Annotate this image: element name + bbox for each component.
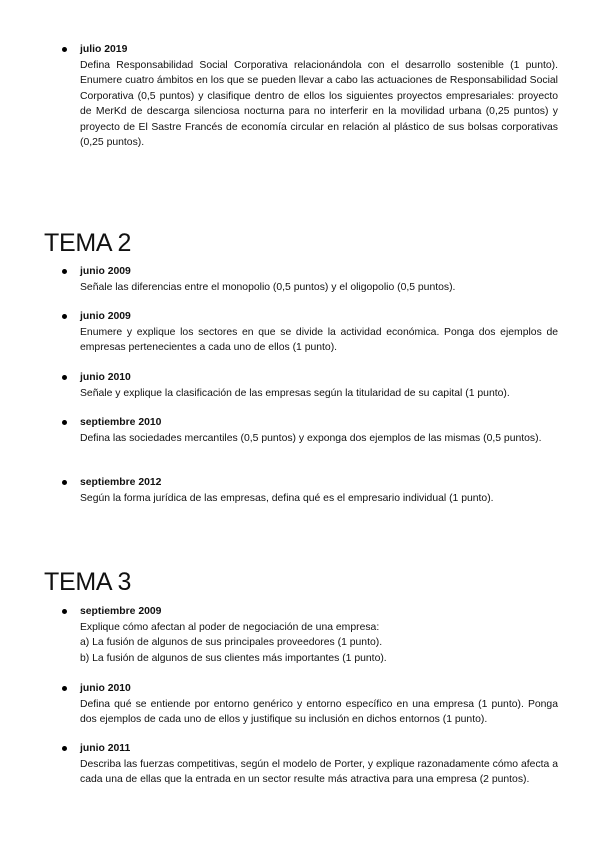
question-text: Según la forma jurídica de las empresas, defina qué es el empresario individual (1 punto).: [80, 492, 494, 504]
question-text: Describa las fuerzas competitivas, según el modelo de Porter, y explique razonadamente cómo afecta a cada una de ellas que la entrada en un sector resulte más atractiva para una empresa (2 puntos).: [80, 758, 558, 785]
bullet-icon: [62, 609, 67, 614]
exam-question: [62, 604, 558, 666]
bullet-icon: [62, 375, 67, 380]
question-date: junio 2010: [80, 683, 131, 694]
question-date: junio 2010: [80, 372, 131, 383]
exam-question: [62, 264, 558, 295]
section-heading-tema-2: TEMA 2: [44, 229, 132, 257]
exam-question: [62, 42, 558, 151]
exam-question: [62, 681, 558, 728]
question-text: Defina qué se entiende por entorno genérico y entorno específico en una empresa (1 punto). Ponga dos ejemplos de cada uno de ellos y justifique su inclusión en dichos entornos (1 punto).: [80, 698, 558, 725]
question-date: julio 2019: [80, 44, 128, 55]
question-date: septiembre 2009: [80, 606, 162, 617]
bullet-icon: [62, 746, 67, 751]
question-date: septiembre 2010: [80, 417, 162, 428]
bullet-icon: [62, 47, 67, 52]
bullet-icon: [62, 269, 67, 274]
question-text: Señale las diferencias entre el monopolio (0,5 puntos) y el oligopolio (0,5 puntos).: [80, 281, 456, 293]
exam-question: [62, 415, 558, 446]
question-date: septiembre 2012: [80, 477, 162, 488]
question-text: Señale y explique la clasificación de las empresas según la titularidad de su capital (1 punto).: [80, 387, 510, 399]
question-date: junio 2009: [80, 311, 131, 322]
exam-question: [62, 475, 558, 506]
question-text: Defina las sociedades mercantiles (0,5 puntos) y exponga dos ejemplos de las mismas (0,5 puntos).: [80, 432, 542, 444]
bullet-icon: [62, 480, 67, 485]
question-date: junio 2011: [80, 743, 131, 754]
exam-question: [62, 309, 558, 356]
exam-question: [62, 741, 558, 788]
section-heading-tema-3: TEMA 3: [44, 568, 132, 596]
question-date: junio 2009: [80, 266, 131, 277]
exam-question: [62, 370, 558, 401]
question-text: Enumere y explique los sectores en que se divide la actividad económica. Ponga dos ejemplos de empresas pertenecientes a cada uno de ellos (1 punto).: [80, 326, 558, 353]
question-text: Defina Responsabilidad Social Corporativa relacionándola con el desarrollo sostenible (1 punto). Enumere cuatro ámbitos en los que se pueden llevar a cabo las actuaciones de Responsabilidad Social Corporativa (0,5 puntos) y clasifique dentro de ellos los siguientes proyectos empresariales: proyecto de MerKd de descarga silenciosa nocturna para no interferir en la movilidad urbana (0,25 puntos) y proyecto de El Sastre Francés de economía circular en relación al plástico de sus bolsas corporativas (0,25 puntos).: [80, 59, 558, 148]
bullet-icon: [62, 686, 67, 691]
bullet-icon: [62, 420, 67, 425]
bullet-icon: [62, 314, 67, 319]
question-text: Explique cómo afectan al poder de negociación de una empresa: a) La fusión de algunos de sus principales proveedores (1 punto). b) La fusión de algunos de sus clientes más importantes (1 punto).: [80, 621, 387, 664]
